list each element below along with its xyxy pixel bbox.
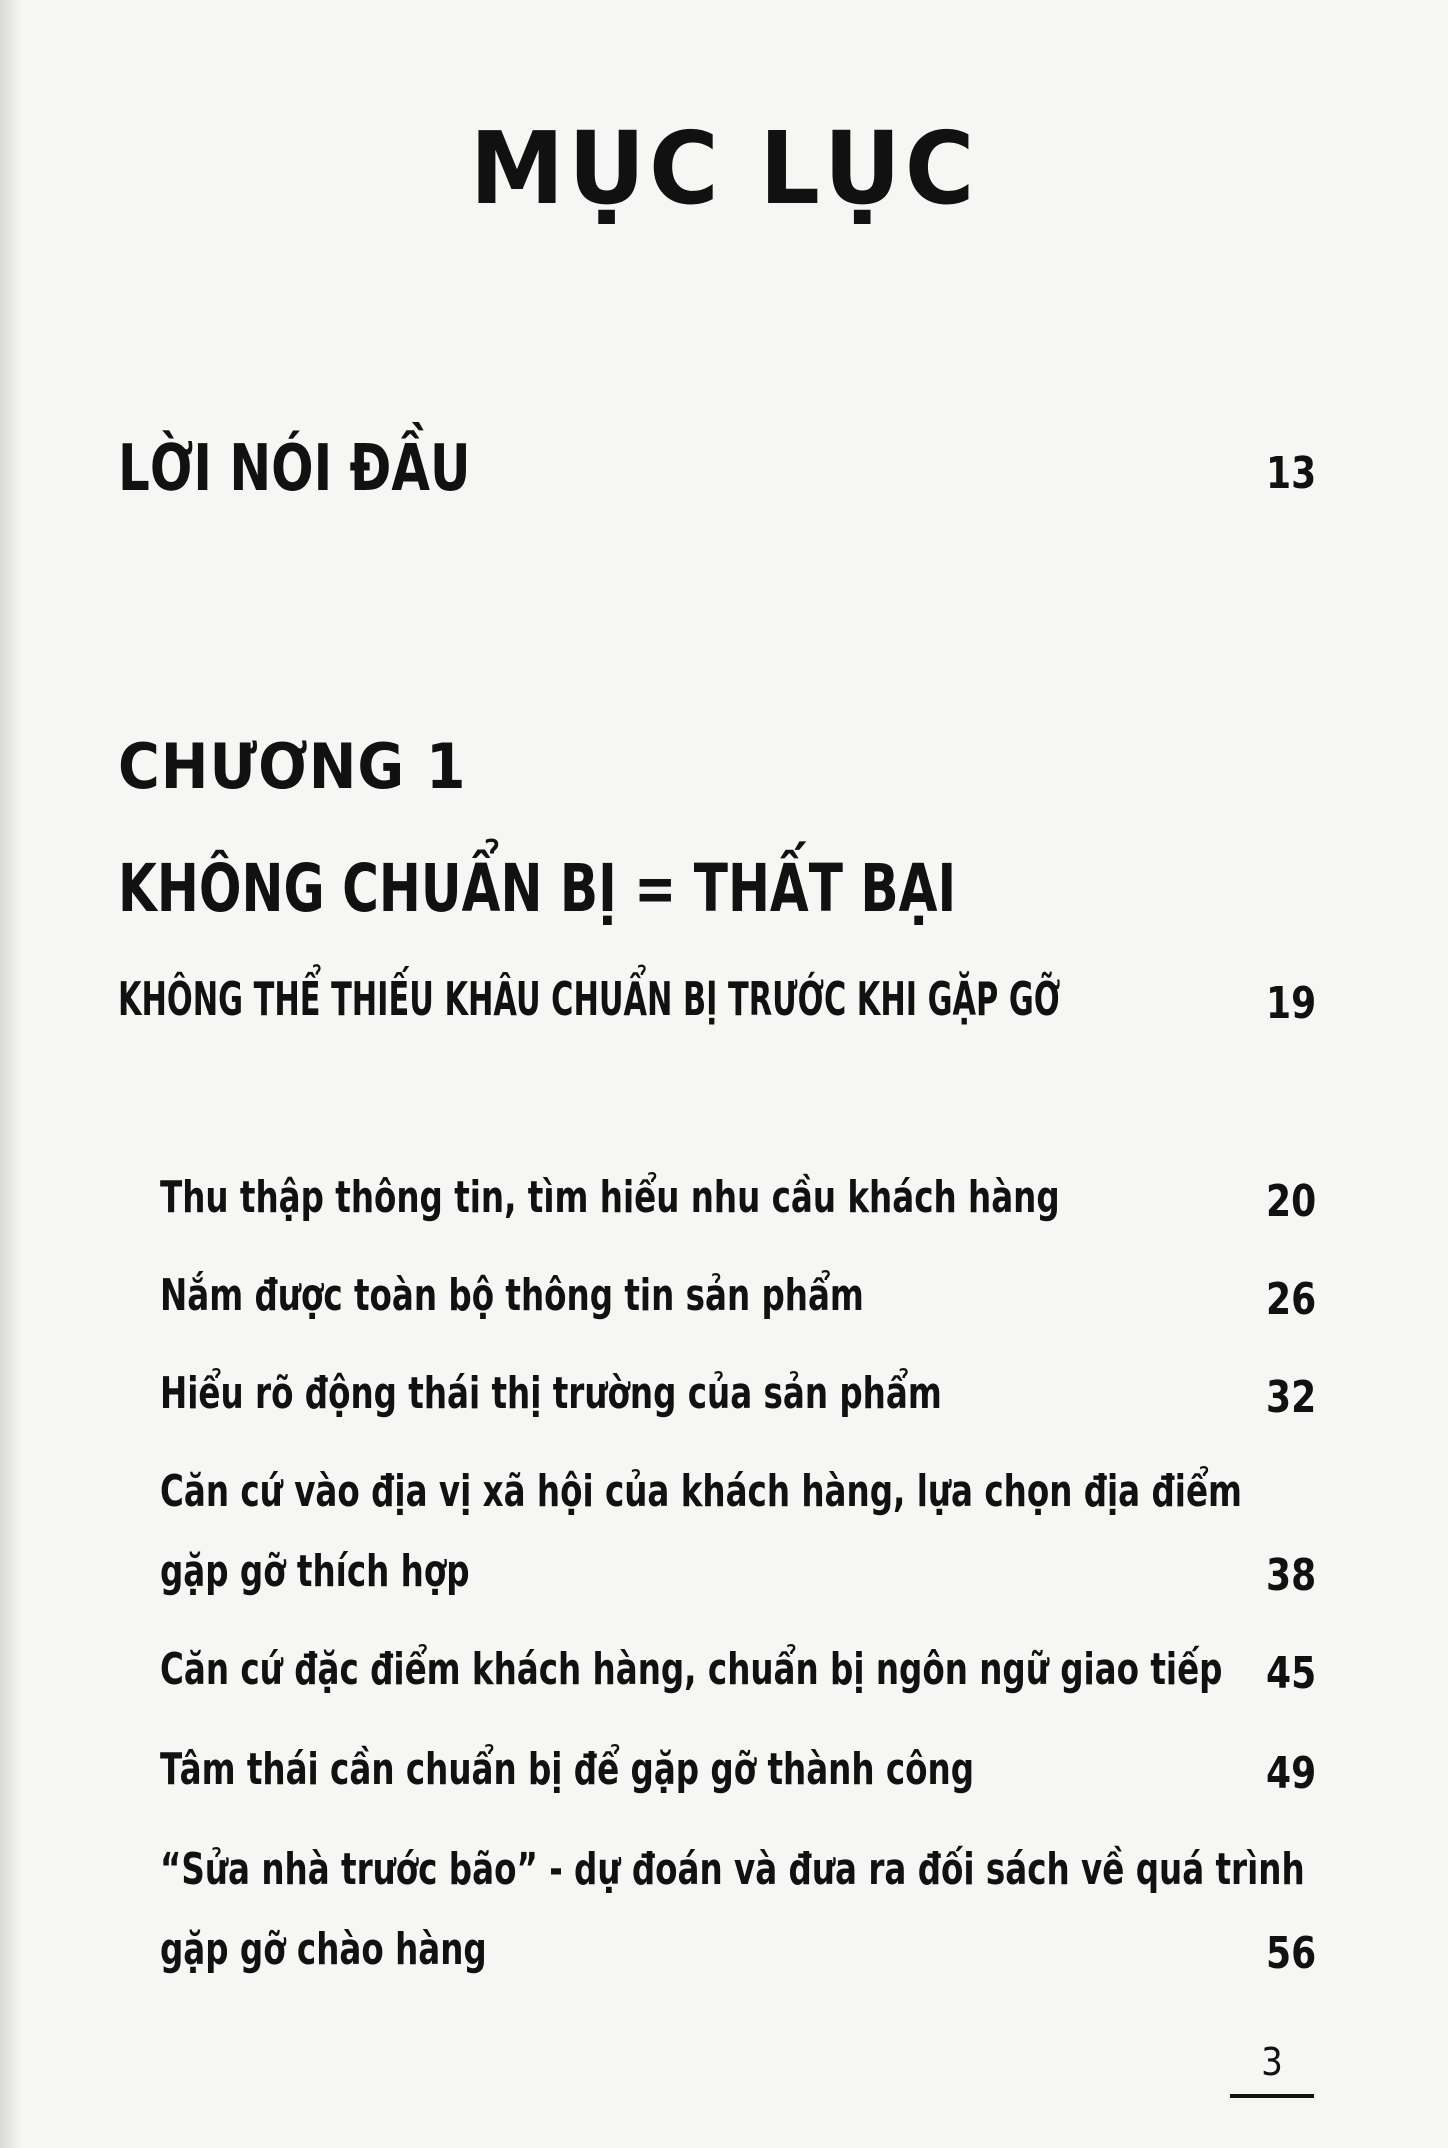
footer-rule (1230, 2094, 1314, 2098)
toc-entry-4-line-2: gặp gỡ thích hợp (160, 1546, 470, 1597)
toc-entry-2: Nắm được toàn bộ thông tin sản phẩm (160, 1270, 864, 1321)
preface-page-number: 13 (1265, 448, 1316, 499)
toc-entry-1: Thu thập thông tin, tìm hiểu nhu cầu khách hàng (160, 1172, 1060, 1223)
toc-entry-6-page: 49 (1265, 1748, 1316, 1799)
toc-entry-3: Hiểu rõ động thái thị trường của sản phẩm (160, 1368, 942, 1419)
chapter-label: CHƯƠNG 1 (118, 730, 467, 803)
toc-entry-5-page: 45 (1265, 1648, 1316, 1699)
page-title: MỤC LỤC (469, 110, 979, 227)
toc-entry-2-page: 26 (1265, 1274, 1316, 1325)
section-page-number: 19 (1265, 978, 1316, 1029)
toc-entry-5: Căn cứ đặc điểm khách hàng, chuẩn bị ngôn ngữ giao tiếp (160, 1644, 1223, 1695)
page-edge-shadow (0, 0, 22, 2148)
chapter-title: KHÔNG CHUẨN BỊ = THẤT BẠI (118, 850, 957, 927)
toc-entry-6: Tâm thái cần chuẩn bị để gặp gỡ thành công (160, 1744, 975, 1795)
toc-entry-4-line-1: Căn cứ vào địa vị xã hội của khách hàng, lựa chọn địa điểm (160, 1466, 1242, 1517)
preface-title: LỜI NÓI ĐẦU (118, 432, 471, 506)
toc-entry-7-line-2: gặp gỡ chào hàng (160, 1924, 487, 1975)
toc-entry-7-line-1: “Sửa nhà trước bão” - dự đoán và đưa ra đối sách về quá trình (160, 1844, 1305, 1895)
toc-entry-4-page: 38 (1265, 1550, 1316, 1601)
footer-page-number: 3 (1261, 2040, 1283, 2084)
toc-entry-3-page: 32 (1265, 1372, 1316, 1423)
toc-entry-1-page: 20 (1265, 1176, 1316, 1227)
toc-entry-7-page: 56 (1265, 1928, 1316, 1979)
section-title: KHÔNG THỂ THIẾU KHÂU CHUẨN BỊ TRƯỚC KHI GẶP GỠ (118, 972, 1061, 1026)
